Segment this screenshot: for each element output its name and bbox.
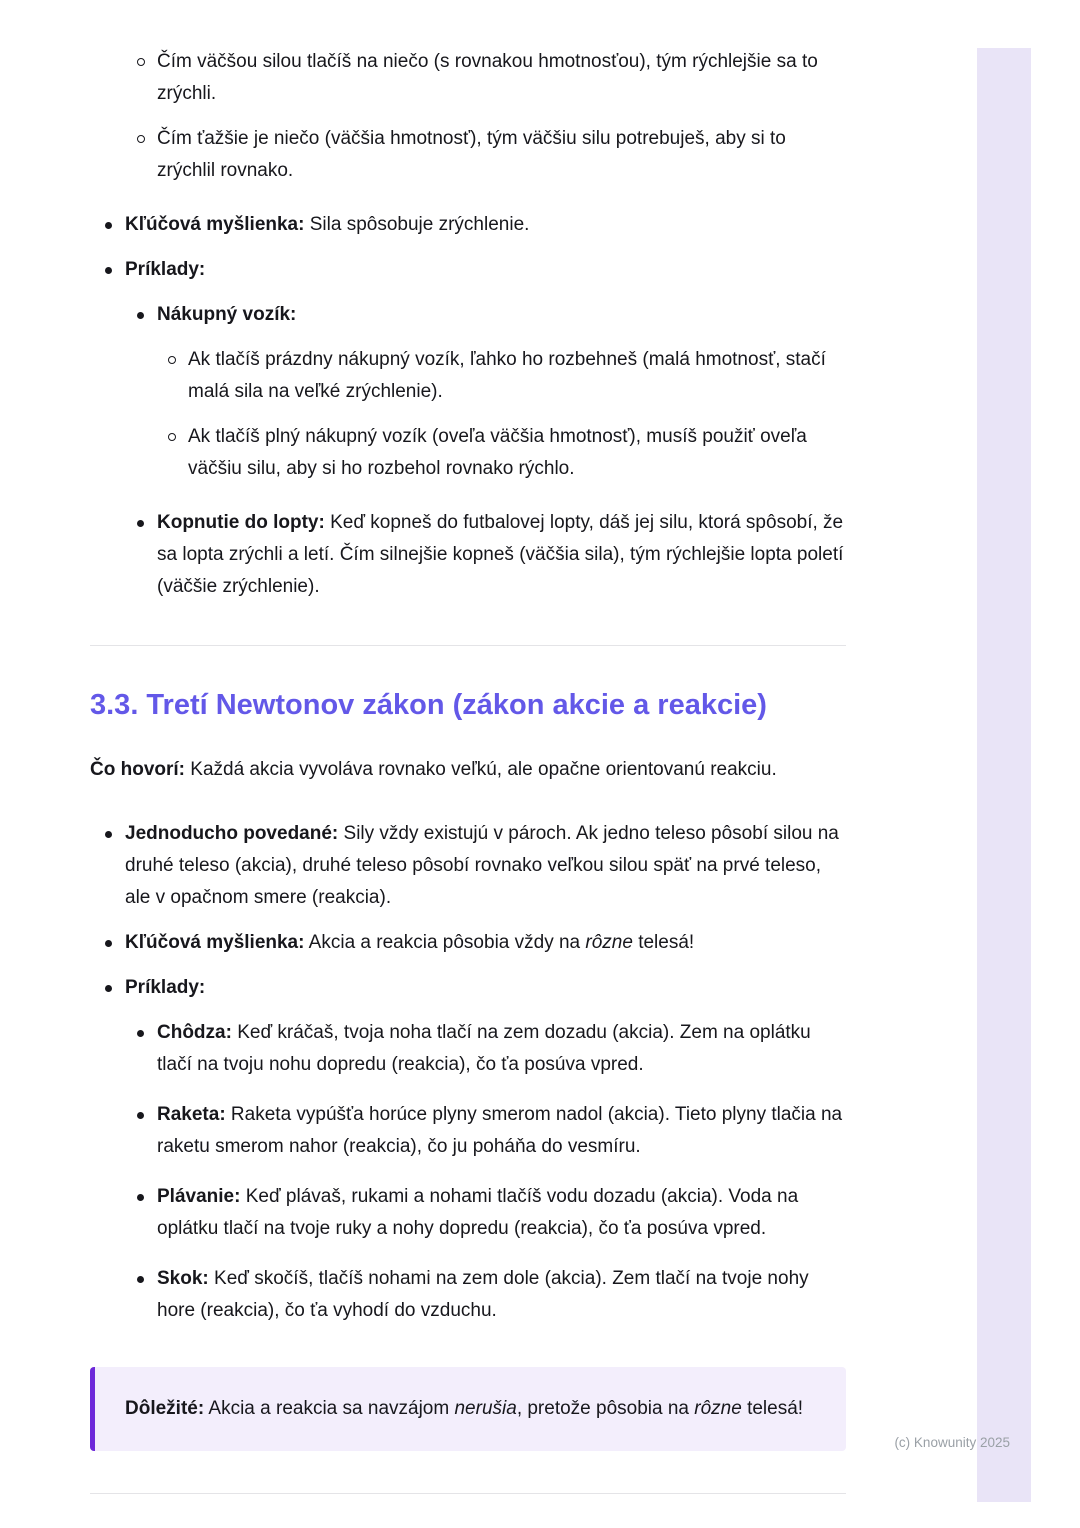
list-item-text — [157, 1181, 846, 1245]
list-item — [137, 46, 846, 110]
key-idea-label: Kľúčová myšlienka: — [125, 932, 305, 953]
list-item-text — [125, 818, 846, 914]
section-divider — [90, 645, 846, 646]
bullet-icon — [137, 299, 157, 331]
hollow-bullet-icon — [137, 123, 157, 187]
simple-label: Jednoducho povedané: — [125, 823, 339, 844]
kick-label: Kopnutie do lopty: — [157, 512, 325, 533]
text-span: Akcia a reakcia pôsobia vždy na — [304, 932, 586, 953]
emphasis-span: rôzne — [694, 1398, 742, 1419]
list-item-key-idea — [105, 209, 846, 241]
bullet-icon — [105, 818, 125, 914]
list-item-examples-label — [105, 972, 846, 1004]
hollow-bullet-icon — [168, 421, 188, 485]
text-span: Čím väčšou silou tlačíš na niečo (s rovnakou hmotnosťou), tým rýchlejšie sa to zrýchli. — [157, 51, 818, 104]
text-span: telesá! — [632, 932, 695, 953]
text-span: Čím ťažšie je niečo (väčšia hmotnosť), tým väčšiu silu potrebuješ, aby si to zrýchlil rovnako. — [157, 128, 786, 181]
list-item-text — [157, 507, 846, 603]
list-item-kick-example — [137, 507, 846, 603]
bullet-icon — [105, 209, 125, 241]
list-item-text — [125, 254, 846, 286]
bullet-icon — [137, 507, 157, 603]
key-idea-label: Kľúčová myšlienka: — [125, 214, 305, 235]
examples-label: Príklady: — [125, 977, 206, 998]
text-span: Keď kopneš do futbalovej lopty, dáš jej silu, ktorá spôsobí, že sa lopta zrýchli a letí. Čím silnejšie kopneš (väčšia sila), tým rýchlejšie lopta poletí (väčšie zrýchlenie). — [157, 512, 844, 597]
text-span: telesá! — [741, 1398, 804, 1419]
list-item-text — [188, 421, 846, 485]
list-item — [137, 123, 846, 187]
bullet-icon — [137, 1181, 157, 1245]
hollow-bullet-icon — [168, 344, 188, 408]
text-span: Keď kráčaš, tvoja noha tlačí na zem dozadu (akcia). Zem na oplátku tlačí na tvoju nohu dopredu (reakcia), čo ťa posúva vpred. — [157, 1022, 811, 1075]
example-label: Chôdza: — [157, 1022, 232, 1043]
list-item-text — [157, 1099, 846, 1163]
bullet-icon — [105, 972, 125, 1004]
list-item-text — [157, 46, 846, 110]
list-item-text — [157, 123, 846, 187]
callout-label: Dôležité: — [125, 1398, 205, 1419]
bullet-icon — [105, 927, 125, 959]
list-item-text — [157, 1017, 846, 1081]
list-item — [168, 344, 846, 408]
list-item-example-rocket — [137, 1099, 846, 1163]
list-item-text — [157, 1263, 846, 1327]
list-item-example-swimming — [137, 1181, 846, 1245]
bullet-icon — [137, 1017, 157, 1081]
bullet-icon — [105, 254, 125, 286]
text-span: Sila spôsobuje zrýchlenie. — [304, 214, 530, 235]
example-label: Plávanie: — [157, 1186, 241, 1207]
text-span: Ak tlačíš plný nákupný vozík (oveľa väčšia hmotnosť), musíš použiť oveľa väčšiu silu, aby si ho rozbehol rovnako rýchlo. — [188, 426, 807, 479]
cart-title: Nákupný vozík: — [157, 304, 297, 325]
emphasis-span: nerušia — [454, 1398, 517, 1419]
bullet-icon — [137, 1263, 157, 1327]
section-intro — [90, 754, 846, 786]
list-item-example-walking — [137, 1017, 846, 1081]
list-item-text — [157, 299, 846, 331]
list-item-examples-label — [105, 254, 846, 286]
hollow-bullet-icon — [137, 46, 157, 110]
section-heading: 3.3. Tretí Newtonov zákon (zákon akcie a reakcie) — [90, 689, 767, 721]
list-item-cart-title — [137, 299, 846, 331]
text-span: Každá akcia vyvoláva rovnako veľkú, ale opačne orientovanú reakciu. — [185, 759, 777, 780]
text-span: Raketa vypúšťa horúce plyny smerom nadol (akcia). Tieto plyny tlačia na raketu smerom nahor (reakcia), čo ju poháňa do vesmíru. — [157, 1104, 843, 1157]
example-label: Skok: — [157, 1268, 209, 1289]
list-item — [168, 421, 846, 485]
text-span: Sily vždy existujú v pároch. Ak jedno teleso pôsobí silou na druhé teleso (akcia), druhé teleso pôsobí rovnako veľkou silou späť na prvé teleso, ale v opačnom smere (reakcia). — [125, 823, 839, 908]
list-item-text — [125, 209, 846, 241]
list-item-text — [125, 972, 846, 1004]
example-label: Raketa: — [157, 1104, 226, 1125]
examples-label: Príklady: — [125, 259, 206, 280]
copyright-credit: (c) Knowunity 2025 — [894, 1435, 1010, 1450]
text-span: Akcia a reakcia sa navzájom — [204, 1398, 455, 1419]
text-span: Ak tlačíš prázdny nákupný vozík, ľahko ho rozbehneš (malá hmotnosť, stačí malá sila na veľké zrýchlenie). — [188, 349, 826, 402]
text-span: Keď skočíš, tlačíš nohami na zem dole (akcia). Zem tlačí na tvoje nohy hore (reakcia), čo ťa vyhodí do vzduchu. — [157, 1268, 809, 1321]
list-item-simple — [105, 818, 846, 914]
important-callout — [90, 1367, 846, 1451]
list-item-text — [125, 927, 846, 959]
scrollbar-track[interactable] — [977, 48, 1031, 1502]
bullet-icon — [137, 1099, 157, 1163]
bottom-divider — [90, 1493, 846, 1494]
list-item-text — [188, 344, 846, 408]
list-item-key-idea — [105, 927, 846, 959]
list-item-example-jump — [137, 1263, 846, 1327]
text-span: , pretože pôsobia na — [516, 1398, 695, 1419]
emphasis-span: rôzne — [585, 932, 633, 953]
intro-label: Čo hovorí: — [90, 759, 185, 780]
text-span: Keď plávaš, rukami a nohami tlačíš vodu dozadu (akcia). Voda na oplátku tlačí na tvoje ruky a nohy dopredu (reakcia), čo ťa posúva vpred. — [157, 1186, 799, 1239]
document-content — [90, 46, 846, 1494]
